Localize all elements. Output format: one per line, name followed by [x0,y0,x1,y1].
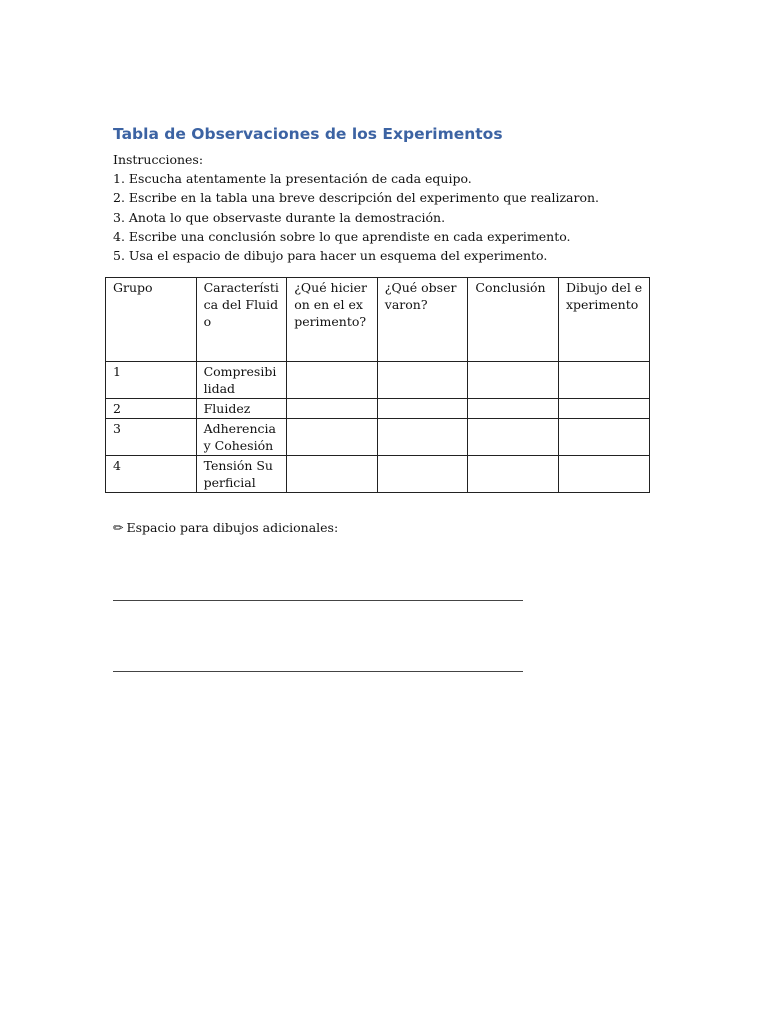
header-conclusion: Conclusión [468,278,559,362]
cell-conclusion[interactable] [468,419,559,456]
cell-caracteristica: Tensión Superficial [196,456,287,493]
table-row [106,399,650,419]
cell-dibujo[interactable] [558,456,649,493]
instruction-item: 2. Escribe en la tabla una breve descripción del experimento que realizaron. [113,190,600,206]
cell-dibujo[interactable] [558,362,649,399]
cell-grupo: 4 [106,456,197,493]
cell-que-observaron[interactable] [377,456,468,493]
extra-drawings-label [113,520,338,535]
observations-table [105,277,650,493]
cell-que-hicieron[interactable] [287,456,378,493]
drawing-line-1[interactable] [113,600,523,601]
cell-conclusion[interactable] [468,456,559,493]
table-row [106,362,650,399]
header-grupo: Grupo [106,278,197,362]
cell-grupo: 2 [106,399,197,419]
header-que-observaron: ¿Qué observaron? [377,278,468,362]
drawing-line-2[interactable] [113,671,523,672]
instruction-item: 1. Escucha atentamente la presentación de cada equipo. [113,171,472,187]
table-header-row [106,278,650,362]
cell-que-observaron[interactable] [377,362,468,399]
cell-dibujo[interactable] [558,419,649,456]
page-title: Tabla de Observaciones de los Experimentos [113,125,503,143]
header-caracteristica: Característica del Fluido [196,278,287,362]
cell-caracteristica: Compresibilidad [196,362,287,399]
pencil-icon: ✏ [113,520,124,535]
extra-drawings-text: Espacio para dibujos adicionales: [126,520,339,535]
instruction-item: 3. Anota lo que observaste durante la demostración. [113,209,446,225]
cell-caracteristica: Fluidez [196,399,287,419]
cell-conclusion[interactable] [468,399,559,419]
cell-que-hicieron[interactable] [287,362,378,399]
instruction-item: 5. Usa el espacio de dibujo para hacer un esquema del experimento. [113,248,548,264]
instruction-item: 4. Escribe una conclusión sobre lo que aprendiste en cada experimento. [113,228,571,244]
header-que-hicieron: ¿Qué hicieron en el experimento? [287,278,378,362]
cell-caracteristica: Adherencia y Cohesión [196,419,287,456]
cell-dibujo[interactable] [558,399,649,419]
table-row [106,456,650,493]
cell-que-observaron[interactable] [377,399,468,419]
instructions-heading: Instrucciones: [113,152,204,167]
cell-grupo: 3 [106,419,197,456]
cell-que-observaron[interactable] [377,419,468,456]
header-dibujo: Dibujo del experimento [558,278,649,362]
table-row [106,419,650,456]
cell-que-hicieron[interactable] [287,399,378,419]
instructions-block [113,150,673,265]
cell-que-hicieron[interactable] [287,419,378,456]
cell-grupo: 1 [106,362,197,399]
cell-conclusion[interactable] [468,362,559,399]
